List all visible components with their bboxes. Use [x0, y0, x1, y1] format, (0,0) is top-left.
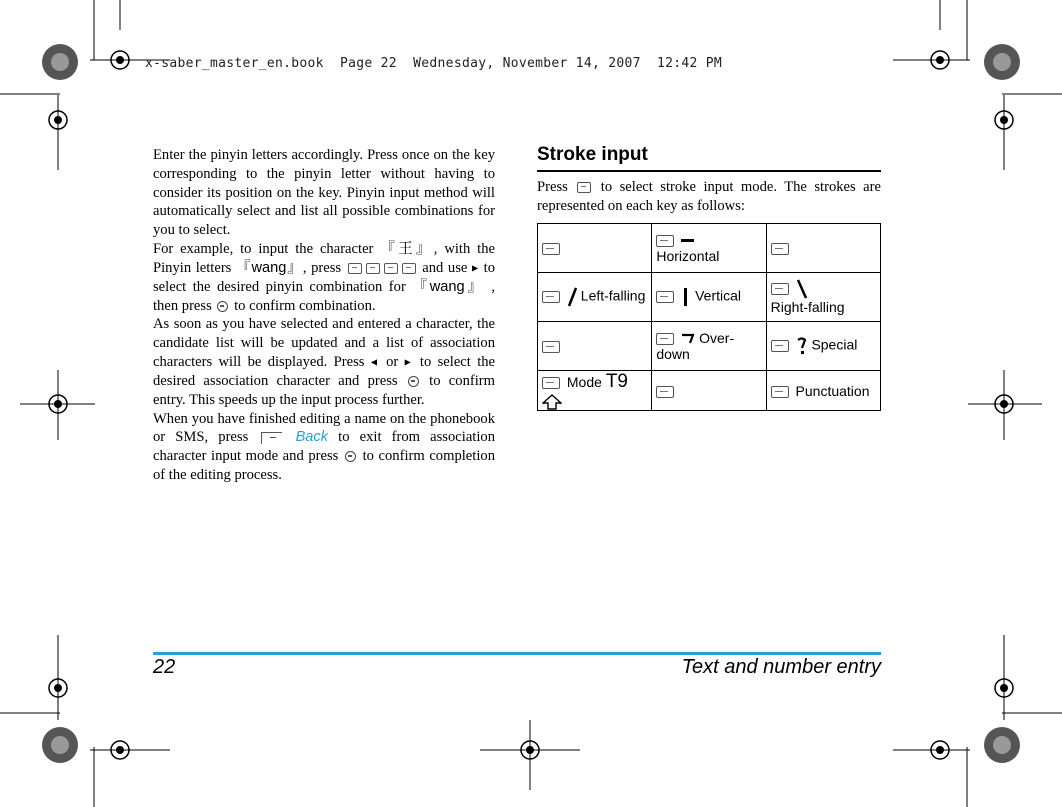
key-3-icon: [771, 243, 789, 255]
pinyin-word: 『wang』: [235, 259, 303, 276]
key-6-icon: [771, 283, 789, 295]
paragraph-4: When you have finished editing a name on the phonebook or SMS, press Back to exit from association character input mode and press to confirm completion of the editing process.: [153, 410, 495, 484]
stroke-cell-5: Vertical: [652, 273, 766, 322]
key-5-icon: [656, 291, 674, 303]
key-4-icon: [402, 263, 416, 274]
key-9-icon: [348, 263, 362, 274]
page-number: 22: [153, 656, 176, 678]
key-1-icon: [542, 243, 560, 255]
stroke-cell-2: Horizontal: [652, 224, 766, 273]
ok-key-icon: [217, 301, 228, 312]
left-arrow-icon: ◀: [370, 357, 380, 367]
stroke-cell-0: [652, 371, 766, 411]
key-2-icon: [656, 235, 674, 247]
right-falling-stroke-icon: [796, 279, 808, 299]
key-0-icon: [656, 386, 674, 398]
stroke-cell-6: Right-falling: [766, 273, 880, 322]
right-arrow-icon: ▶: [404, 357, 414, 367]
stroke-cell-9: Special: [766, 322, 880, 371]
key-6-icon: [384, 263, 398, 274]
hash-key-icon: [771, 386, 789, 398]
back-label: Back: [295, 429, 329, 446]
key-8-icon: [656, 333, 674, 345]
stroke-cell-8: Over-down: [652, 322, 766, 371]
star-key-icon: [542, 377, 560, 389]
special-stroke-icon: [796, 336, 808, 356]
right-softkey-icon: [261, 432, 282, 444]
star-key-icon: [577, 182, 591, 193]
left-column: [153, 146, 495, 485]
paragraph-2: For example, to input the character 『王』, with the Pinyin letters 『wang』, press and use ▶ to select the desired pinyin combination for 『wang』 , then press to confirm combination.: [153, 240, 496, 314]
stroke-cell-star: Mode T9: [538, 371, 652, 411]
paragraph-3: As soon as you have selected and entered a character, the candidate list will be updated and a list of association characters will be displayed. Press ◀ or ▶ to select the desired association character and press to confirm entry. This speeds up the input process further.: [153, 316, 496, 408]
paragraph-1: Enter the pinyin letters accordingly. Press once on the key corresponding to the pinyin letter without having to consider its position on the key. Pinyin input method will automatically select and list all possible combinations for you to select.: [153, 147, 495, 239]
key-9-icon: [771, 340, 789, 352]
print-header: x-saber_master_en.book Page 22 Wednesday, November 14, 2007 12:42 PM: [145, 56, 722, 71]
t9-label: T9: [605, 371, 628, 393]
stroke-cell-3: [766, 224, 880, 273]
ok-key-icon: [408, 376, 419, 387]
stroke-cell-7: [538, 322, 652, 371]
right-column: [537, 144, 881, 411]
left-falling-stroke-icon: [567, 287, 577, 307]
over-down-stroke-icon: [681, 333, 695, 345]
right-arrow-icon: ▶: [471, 263, 480, 273]
pinyin-word-2: 『wang』: [412, 278, 485, 295]
key-2-icon: [366, 263, 380, 274]
stroke-cell-1: [538, 224, 652, 273]
stroke-cell-hash: Punctuation: [766, 371, 880, 411]
footer-rule: [153, 652, 881, 655]
key-4-icon: [542, 291, 560, 303]
stroke-intro: Press to select stroke input mode. The strokes are represented on each key as follows:: [537, 179, 881, 214]
stroke-table: [537, 223, 881, 411]
vertical-stroke-icon: [681, 287, 691, 307]
key-7-icon: [542, 341, 560, 353]
chinese-char: 『王』: [380, 240, 434, 257]
section-heading: Stroke input: [537, 144, 881, 172]
horizontal-stroke-icon: [681, 237, 695, 245]
section-title: Text and number entry: [681, 656, 881, 678]
ok-key-icon: [345, 451, 356, 462]
shift-arrow-icon: [542, 394, 562, 410]
stroke-cell-4: Left-falling: [538, 273, 652, 322]
